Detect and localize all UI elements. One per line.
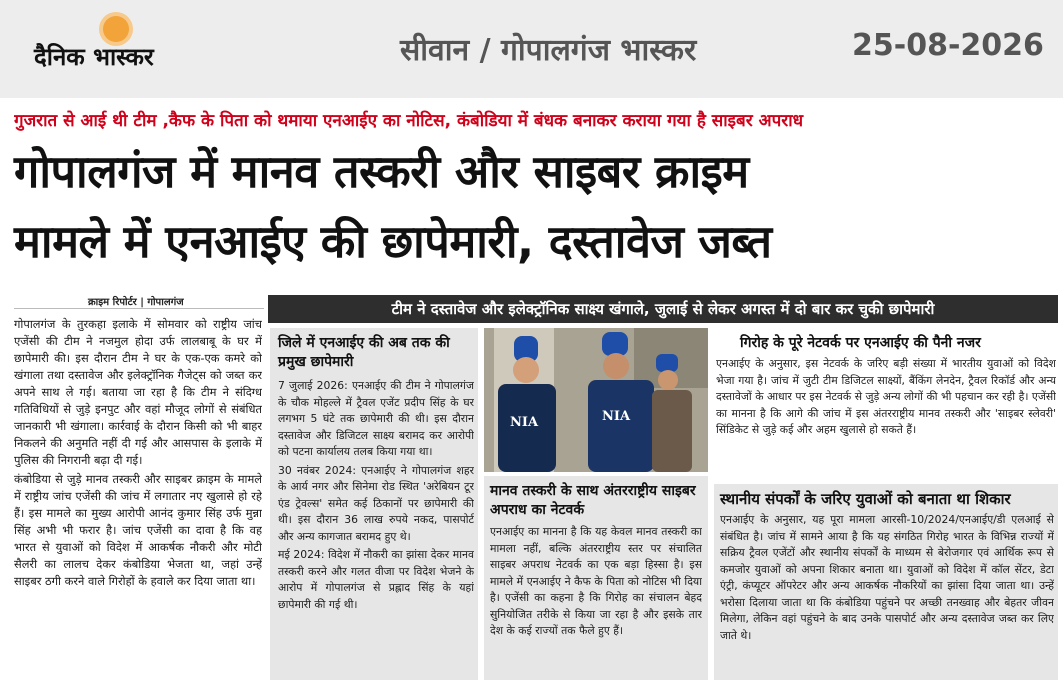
nia-team-photo-illustration: [484, 328, 708, 472]
edition-date: 25-08-2026: [852, 28, 1044, 63]
logo-sun-icon: [103, 16, 129, 42]
right-bottom-title: स्थानीय संपर्कों के जरिए युवाओं को बनाता था शिकार: [720, 490, 1011, 508]
headline-line-1: गोपालगंज में मानव तस्करी और साइबर क्राइम: [14, 145, 749, 198]
vest-label-right: NIA: [602, 409, 631, 424]
timeline-entry-2: 30 नवंबर 2024: एनआईए ने गोपालगंज शहर के आर्य नगर और सिनेमा रोड स्थित 'अरेबियन टूर एंड ट्रेवल्स' समेत कई ठिकानों पर छापेमारी की थी। इस दौरान 36 लाख रुपये नकद, पासपोर्ट और अन्य कागजात बरामद हुए थे।: [278, 463, 474, 543]
kicker-line: गुजरात से आई थी टीम ,कैफ के पिता को थमाया एनआईए का नोटिस, कंबोडिया में बंधक बनाकर कराया गया है साइबर अपराध: [14, 111, 804, 131]
masthead: [0, 0, 1063, 98]
newspaper-logo: दैनिक भास्कर: [34, 43, 154, 71]
timeline-box-title: जिले में एनआईए की अब तक की प्रमुख छापेमारी: [278, 335, 450, 370]
timeline-entry-1: 7 जुलाई 2026: एनआईए की टीम ने गोपालगंज के चौक मोहल्ले में ट्रैवल एजेंट प्रदीप सिंह के घर लगभग 5 घंटे तक छापेमारी की थी। इस दौरान दस्तावेज और डिजिटल साक्ष्य बरामद कर आरोपी को पटना कार्यालय तलब किया गया था।: [278, 379, 474, 458]
byline-rule: [14, 308, 264, 309]
timeline-entry-3: मई 2024: विदेश में नौकरी का झांसा देकर मानव तस्करी करने और गलत वीजा पर विदेश भेजने के आरोप में गोपालगंज से प्रह्लाद सिंह के यहां छापेमारी की गई थी।: [278, 548, 474, 611]
right-top-body: एनआईए के अनुसार, इस नेटवर्क के जरिए बड़ी संख्या में भारतीय युवाओं को विदेश भेजा गया है। जांच में जुटी टीम डिजिटल साक्ष्यों, बैंकिंग लेनदेन, ट्रैवल रिकॉर्ड और अन्य दस्तावेजों के आधार पर इस नेटवर्क से जुड़े अन्य लोगों की भी पहचान कर रही है। एजेंसी का मानना है कि आगे की जांच में इस अंतरराष्ट्रीय मानव तस्करी और 'साइबर स्लेवरी' सिंडिकेट से जुड़े कई और अहम खुलासे हो सकते हैं।: [716, 357, 1056, 436]
network-box-title: मानव तस्करी के साथ अंतरराष्ट्रीय साइबर अपराध का नेटवर्क: [490, 483, 696, 518]
headline-line-2: मामले में एनआईए की छापेमारी, दस्तावेज जब्त: [14, 215, 772, 268]
network-box-body: एनआईए का मानना है कि यह केवल मानव तस्करी का मामला नहीं, बल्कि अंतरराष्ट्रीय स्तर पर संचालित साइबर अपराध नेटवर्क का एक बड़ा हिस्सा है। इस मामले में एनआईए ने कैफ के पिता को नोटिस भी दिया है। एजेंसी का कहना है कि गिरोह का संचालन बेहद सुनियोजित तरीके से किया जा रहा है और इसके तार देश के कई राज्यों तक फैले हुए हैं।: [490, 525, 702, 637]
edition-name: सीवान / गोपालगंज भास्कर: [400, 33, 697, 68]
right-bottom-body: एनआईए के अनुसार, यह पूरा मामला आरसी-10/2024/एनआईए/डी एलआई से संबंधित है। जांच में सामने आया है कि यह संगठित गिरोह भारत के विभिन्न राज्यों में सक्रिय ट्रैवल एजेंटों और स्थानीय संपर्कों के माध्यम से बेरोजगार एवं आर्थिक रूप से कमजोर युवाओं को अपना शिकार बनाता था। युवाओं को विदेश में कॉल सेंटर, डेटा एंट्री, कंप्यूटर ऑपरेटर और अन्य आकर्षक नौकरियों का झांसा दिया जाता था। उन्हें भरोसा दिलाया जाता था कि कंबोडिया पहुंचने पर अच्छी तनख्वाह और बेहतर जीवन मिलेगा, लेकिन वहां पहुंचने के बाद उनके पासपोर्ट और अन्य दस्तावेज जब्त कर लिए जाते थे।: [720, 513, 1054, 642]
column-1-paragraph-1: गोपालगंज के तुरकहा इलाके में सोमवार को राष्ट्रीय जांच एजेंसी की टीम ने नजमुल होदा उर्फ लालबाबू के घर में छापेमारी की। इस दौरान टीम ने घर के एक-एक कमरे को खंगाला तथा दस्तावेज और इलेक्ट्रॉनिक गैजेट्स को जब्त कर अपने साथ ले गई। बताया जा रहा है कि टीम ने संदिग्ध गतिविधियों से जुड़े इनपुट और वहां मौजूद लोगों से संबंधित जानकारी भी खंगाला। कार्रवाई के दौरान किसी को भी बाहर निकलने की अनुमति नहीं दी गई और आसपास के इलाके में पुलिस की निगरानी बढ़ा दी गई।: [14, 317, 262, 467]
vest-label-left: NIA: [510, 415, 539, 430]
article-column-1: [14, 316, 262, 684]
subheading-banner: टीम ने दस्तावेज और इलेक्ट्रॉनिक साक्ष्य खंगाले, जुलाई से लेकर अगस्त में दो बार कर चुकी छापेमारी: [268, 295, 1058, 323]
right-top-title: गिरोह के पूरे नेटवर्क पर एनआईए की पैनी नजर: [740, 335, 981, 351]
timeline-box-body: [278, 378, 474, 680]
byline: क्राइम रिपोर्टर | गोपालगंज: [88, 297, 184, 308]
nia-team-photo: [484, 328, 708, 472]
column-1-paragraph-2: कंबोडिया से जुड़े मानव तस्करी और साइबर क्राइम के मामले में राष्ट्रीय जांच एजेंसी की जांच में लगातार नए खुलासे हो रहे हैं। इस मामले का मुख्य आरोपी आनंद कुमार सिंह उर्फ मुन्ना सिंह अभी भी फरार है। जांच एजेंसी का दावा है कि वह भारत से युवाओं को विदेश में आकर्षक नौकरी और मोटी सैलरी का लालच देकर कंबोडिया भेजता था, जहां उन्हें साइबर ठगी करने वाले गिरोहों के हवाले कर दिया जाता था।: [14, 472, 262, 588]
